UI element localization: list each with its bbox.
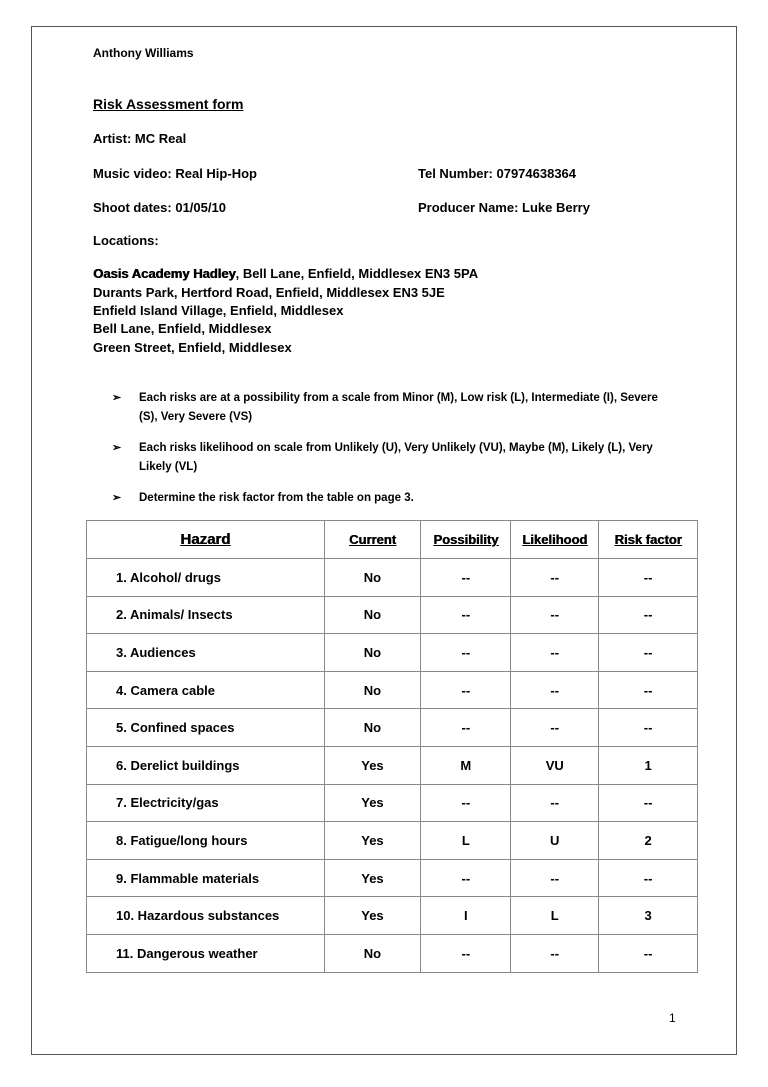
possibility-cell: -- [421,709,511,747]
hazard-cell: 1. Alcohol/ drugs [87,559,325,597]
likelihood-cell: -- [511,859,599,897]
possibility-cell: L [421,822,511,860]
hazard-cell: 5. Confined spaces [87,709,325,747]
risk-factor-cell: 3 [599,897,698,935]
instruction-item [112,439,672,477]
risk-factor-cell: -- [599,596,698,634]
hazard-cell: 10. Hazardous substances [87,897,325,935]
location-venue-name: Oasis Academy Hadley [93,266,236,281]
current-cell: No [324,634,421,672]
page-number: 1 [669,1011,676,1025]
current-cell: No [324,934,421,972]
likelihood-cell: -- [511,784,599,822]
instruction-list [112,389,672,508]
risk-factor-cell: 1 [599,746,698,784]
risk-table [86,520,698,973]
arrow-bullet-icon: ➢ [112,392,122,404]
current-cell: Yes [324,859,421,897]
hazard-cell: 4. Camera cable [87,671,325,709]
likelihood-cell: VU [511,746,599,784]
location-line-1 [93,266,478,281]
risk-factor-cell: -- [599,784,698,822]
header-possibility: Possibility [421,521,511,559]
risk-factor-cell: -- [599,671,698,709]
current-cell: Yes [324,746,421,784]
likelihood-cell: -- [511,709,599,747]
possibility-cell: -- [421,859,511,897]
artist-line: Artist: MC Real [93,131,187,146]
author-name: Anthony Williams [93,46,194,60]
current-cell: Yes [324,784,421,822]
hazard-cell: 6. Derelict buildings [87,746,325,784]
instruction-item [112,489,672,508]
tel-number-line: Tel Number: 07974638364 [418,166,577,181]
current-cell: No [324,596,421,634]
table-row [87,934,698,972]
hazard-cell: 3. Audiences [87,634,325,672]
likelihood-cell: U [511,822,599,860]
locations-heading: Locations: [93,233,159,248]
table-row [87,784,698,822]
hazard-cell: 8. Fatigue/long hours [87,822,325,860]
table-row [87,822,698,860]
instruction-text: Each risks are at a possibility from a scale from Minor (M), Low risk (L), Intermediate (I), Severe (S), Very Severe (VS) [139,392,658,423]
risk-factor-cell: -- [599,934,698,972]
current-cell: Yes [324,897,421,935]
arrow-bullet-icon: ➢ [112,492,122,504]
current-cell: No [324,559,421,597]
risk-factor-cell: -- [599,559,698,597]
instruction-text: Determine the risk factor from the table on page 3. [139,492,414,504]
hazard-cell: 9. Flammable materials [87,859,325,897]
location-line-3: Enfield Island Village, Enfield, Middlesex [93,303,344,318]
likelihood-cell: -- [511,671,599,709]
possibility-cell: -- [421,784,511,822]
likelihood-cell: -- [511,634,599,672]
current-cell: Yes [324,822,421,860]
hazard-cell: 11. Dangerous weather [87,934,325,972]
possibility-cell: -- [421,559,511,597]
form-title: Risk Assessment form [93,96,244,112]
table-row [87,897,698,935]
location-address: , Bell Lane, Enfield, Middlesex EN3 5PA [235,266,479,281]
location-line-4: Bell Lane, Enfield, Middlesex [93,321,272,336]
possibility-cell: I [421,897,511,935]
possibility-cell: -- [421,671,511,709]
instruction-item [112,389,672,427]
current-cell: No [324,709,421,747]
possibility-cell: -- [421,634,511,672]
table-row [87,859,698,897]
risk-factor-cell: 2 [599,822,698,860]
header-hazard: Hazard [87,521,325,559]
arrow-bullet-icon: ➢ [112,442,122,454]
table-row [87,671,698,709]
risk-factor-cell: -- [599,859,698,897]
risk-factor-cell: -- [599,709,698,747]
possibility-cell: M [421,746,511,784]
table-row [87,709,698,747]
table-row [87,746,698,784]
instruction-text: Each risks likelihood on scale from Unlikely (U), Very Unlikely (VU), Maybe (M), Likely (L), Very Likely (VL) [139,442,653,473]
possibility-cell: -- [421,596,511,634]
possibility-cell: -- [421,934,511,972]
table-row [87,559,698,597]
header-likelihood: Likelihood [511,521,599,559]
music-video-line: Music video: Real Hip-Hop [93,166,257,181]
risk-factor-cell: -- [599,634,698,672]
table-header-row [87,521,698,559]
hazard-cell: 2. Animals/ Insects [87,596,325,634]
likelihood-cell: -- [511,596,599,634]
producer-line: Producer Name: Luke Berry [418,200,590,215]
likelihood-cell: -- [511,559,599,597]
header-risk-factor: Risk factor [599,521,698,559]
header-current: Current [324,521,421,559]
location-line-5: Green Street, Enfield, Middlesex [93,340,292,355]
shoot-dates-line: Shoot dates: 01/05/10 [93,200,226,215]
table-row [87,596,698,634]
current-cell: No [324,671,421,709]
likelihood-cell: -- [511,934,599,972]
likelihood-cell: L [511,897,599,935]
hazard-cell: 7. Electricity/gas [87,784,325,822]
location-line-2: Durants Park, Hertford Road, Enfield, Middlesex EN3 5JE [93,285,445,300]
table-row [87,634,698,672]
